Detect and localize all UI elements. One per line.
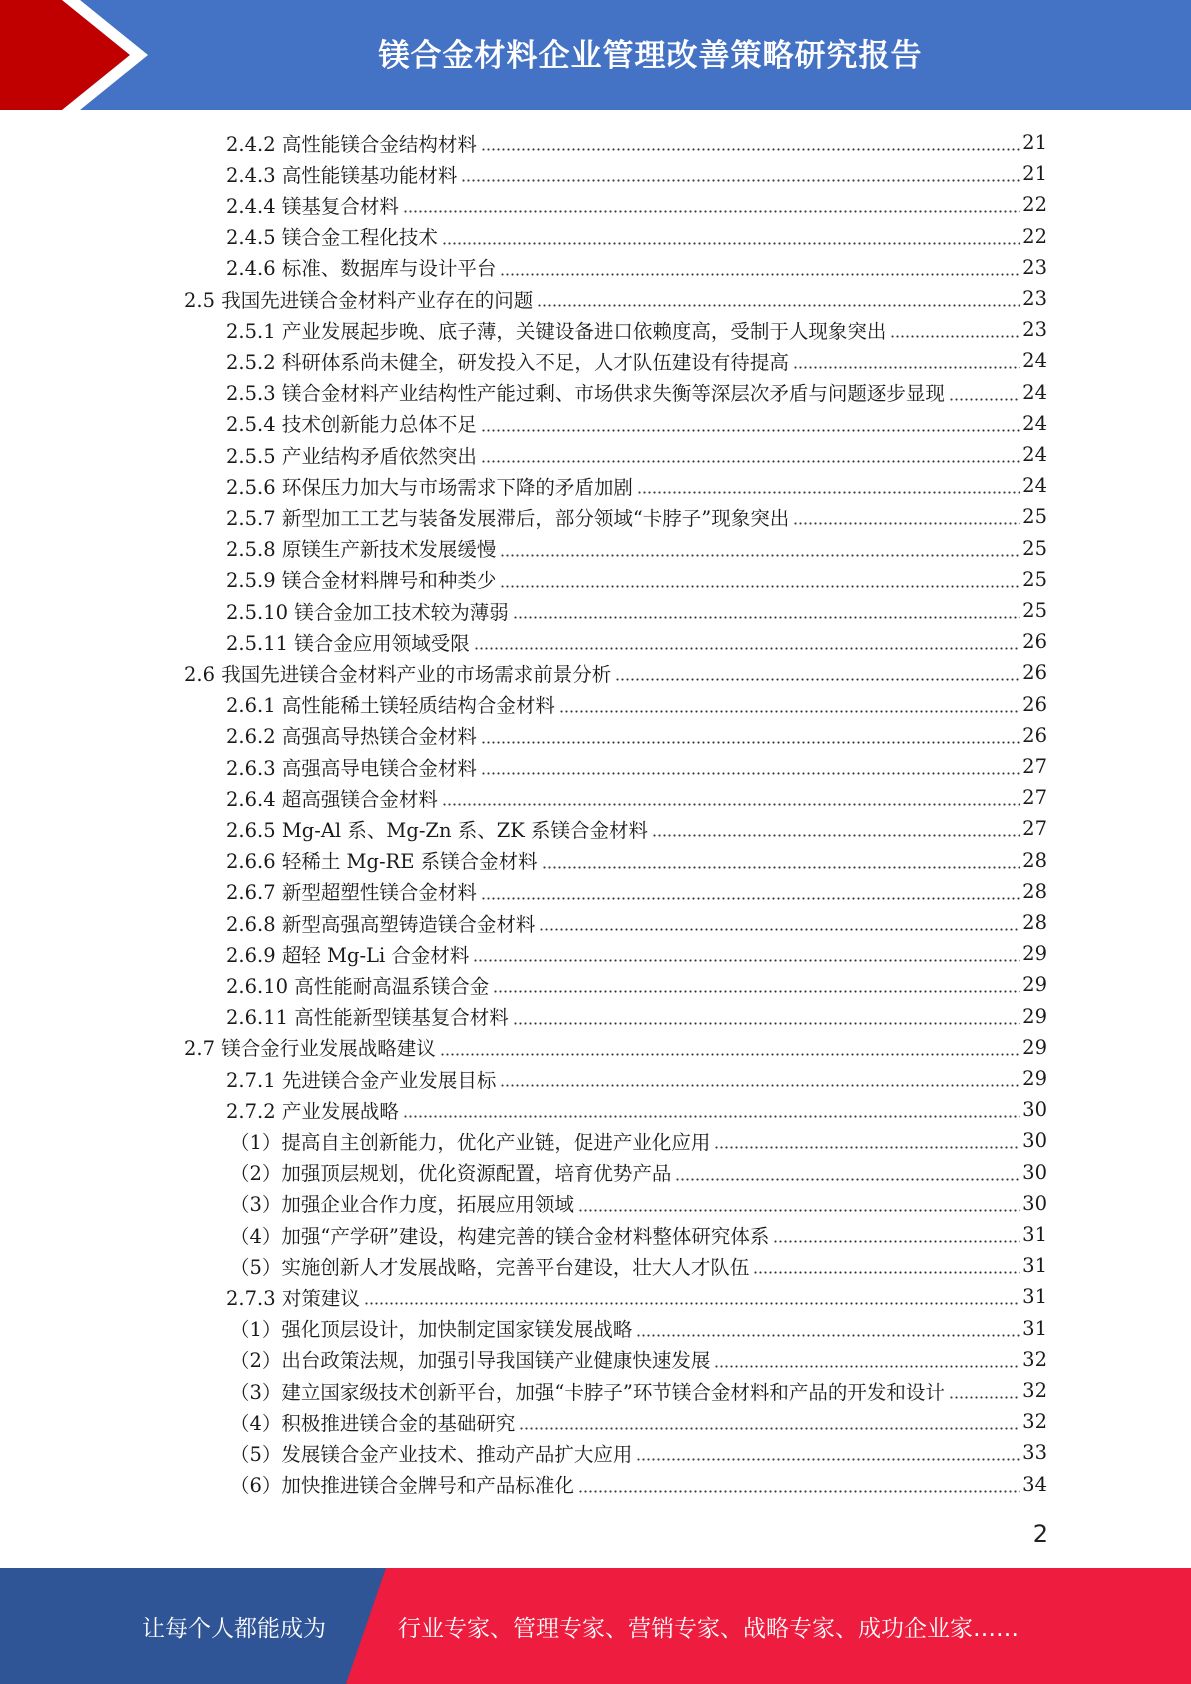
toc-entry[interactable] (230, 1188, 1047, 1219)
toc-dot-leader (949, 1396, 1020, 1399)
toc-entry-page: 29 (1022, 973, 1047, 997)
toc-dot-leader (500, 554, 1020, 557)
toc-entry-page: 23 (1022, 287, 1047, 310)
toc-entry-page: 30 (1022, 1191, 1047, 1215)
toc-dot-leader (500, 273, 1020, 276)
toc-entry[interactable] (230, 1219, 1047, 1250)
toc-entry-page: 29 (1022, 1004, 1047, 1028)
toc-entry-label: 2.4.2 高性能镁合金结构材料 (226, 132, 477, 156)
toc-entry-label: 2.5.4 技术创新能力总体不足 (226, 413, 477, 437)
toc-dot-leader (481, 429, 1020, 432)
toc-entry-page: 21 (1022, 131, 1047, 154)
toc-entry-page: 26 (1022, 661, 1047, 685)
toc-entry[interactable] (230, 1375, 1047, 1406)
toc-entry-label: 2.6.11 高性能新型镁基复合材料 (226, 1006, 509, 1030)
toc-dot-leader (652, 834, 1020, 837)
toc-dot-leader (442, 803, 1020, 806)
footer-slogan-left: 让每个人都能成为 (142, 1615, 326, 1642)
toc-entry[interactable] (226, 1094, 1047, 1125)
toc-entry-label: 2.5.1 产业发展起步晚、底子薄，关键设备进口依赖度高，受制于人现象突出 (226, 319, 887, 343)
toc-entry-page: 25 (1022, 505, 1047, 529)
toc-entry-label: 2.5.11 镁合金应用领域受限 (226, 631, 470, 655)
toc-entry-page: 26 (1022, 723, 1047, 747)
toc-entry-page: 30 (1022, 1098, 1047, 1122)
toc-entry-label: （3）建立国家级技术创新平台，加强“卡脖子”环节镁合金材料和产品的开发和设计 (230, 1380, 945, 1404)
toc-entry[interactable] (184, 657, 1047, 688)
toc-dot-leader (890, 335, 1020, 338)
toc-dot-leader (773, 1240, 1020, 1243)
toc-entry[interactable] (226, 501, 1047, 532)
toc-entry-page: 22 (1022, 193, 1047, 217)
toc-entry[interactable] (226, 689, 1047, 720)
toc-entry-page: 33 (1022, 1441, 1047, 1465)
toc-entry-page: 27 (1022, 786, 1047, 810)
toc-entry-label: 2.6.5 Mg-Al 系、Mg-Zn 系、ZK 系镁合金材料 (226, 818, 649, 842)
toc-entry[interactable] (226, 876, 1047, 907)
toc-entry-page: 34 (1022, 1472, 1047, 1496)
toc-entry[interactable] (226, 907, 1047, 938)
toc-entry[interactable] (226, 158, 1047, 189)
toc-dot-leader (949, 398, 1020, 401)
toc-dot-leader (493, 990, 1020, 993)
toc-entry-label: （3）加强企业合作力度，拓展应用领域 (230, 1193, 574, 1217)
toc-entry-label: 2.6.1 高性能稀土镁轻质结构合金材料 (226, 694, 555, 718)
toc-entry-page: 26 (1022, 630, 1047, 654)
toc-entry[interactable] (226, 595, 1047, 626)
toc-entry-label: （4）积极推进镁合金的基础研究 (230, 1411, 516, 1435)
toc-entry-label: 2.7.3 对策建议 (226, 1286, 360, 1310)
toc-entry-page: 26 (1022, 692, 1047, 716)
toc-entry-label: （6）加快推进镁合金牌号和产品标准化 (230, 1474, 574, 1498)
toc-dot-leader (578, 1490, 1020, 1493)
toc-entry[interactable] (226, 564, 1047, 595)
toc-entry-page: 25 (1022, 536, 1047, 560)
toc-entry[interactable] (226, 845, 1047, 876)
toc-dot-leader (537, 304, 1020, 307)
toc-entry-label: 2.6.6 轻稀土 Mg-RE 系镁合金材料 (226, 850, 538, 874)
toc-entry[interactable] (226, 969, 1047, 1000)
toc-entry-page: 32 (1022, 1379, 1047, 1402)
page-number: 2 (1032, 1520, 1048, 1548)
toc-dot-leader (637, 491, 1020, 494)
toc-entry[interactable] (226, 345, 1047, 376)
toc-entry-page: 27 (1022, 755, 1047, 778)
toc-dot-leader (440, 1053, 1020, 1056)
toc-entry-page: 27 (1022, 817, 1047, 841)
toc-entry-label: 2.6.3 高强高导电镁合金材料 (226, 756, 477, 780)
toc-entry[interactable] (230, 1469, 1047, 1500)
toc-entry-label: 2.6.8 新型高强高塑铸造镁合金材料 (226, 912, 536, 936)
toc-dot-leader (539, 928, 1020, 931)
toc-dot-leader (403, 210, 1020, 213)
toc-entry[interactable] (226, 252, 1047, 283)
toc-entry[interactable] (226, 533, 1047, 564)
toc-entry-page: 28 (1022, 879, 1047, 903)
toc-entry[interactable] (230, 1313, 1047, 1344)
toc-entry-label: 2.5 我国先进镁合金材料产业存在的问题 (184, 288, 534, 312)
toc-dot-leader (500, 585, 1020, 588)
toc-dot-leader (559, 710, 1020, 713)
toc-entry-label: 2.4.5 镁合金工程化技术 (226, 226, 438, 250)
toc-entry-page: 29 (1022, 1067, 1047, 1090)
toc-entry[interactable] (226, 782, 1047, 813)
toc-entry-page: 25 (1022, 599, 1047, 622)
toc-entry-label: （5）发展镁合金产业技术、推动产品扩大应用 (230, 1442, 633, 1466)
toc-dot-leader (481, 741, 1020, 744)
toc-entry-page: 28 (1022, 911, 1047, 934)
toc-entry-label: 2.7 镁合金行业发展战略建议 (184, 1037, 436, 1061)
toc-entry[interactable] (230, 1344, 1047, 1375)
document-title: 镁合金材料企业管理改善策略研究报告 (378, 37, 923, 74)
toc-dot-leader (714, 1365, 1020, 1368)
toc-entry-label: 2.4.3 高性能镁基功能材料 (226, 163, 458, 187)
toc-entry[interactable] (226, 377, 1047, 408)
toc-dot-leader (636, 1334, 1020, 1337)
toc-entry[interactable] (226, 813, 1047, 844)
toc-entry-label: （1）提高自主创新能力，优化产业链，促进产业化应用 (230, 1130, 711, 1154)
toc-entry[interactable] (230, 1125, 1047, 1156)
toc-entry[interactable] (226, 221, 1047, 252)
toc-entry[interactable] (230, 1437, 1047, 1468)
toc-entry-label: 2.6.9 超轻 Mg-Li 合金材料 (226, 943, 470, 967)
toc-dot-leader (542, 866, 1021, 869)
toc-dot-leader (364, 1302, 1020, 1305)
toc-entry-label: 2.6.4 超高强镁合金材料 (226, 787, 438, 811)
toc-entry-page: 24 (1022, 443, 1047, 466)
toc-dot-leader (473, 959, 1020, 962)
toc-entry[interactable] (226, 314, 1047, 345)
toc-entry-label: 2.5.9 镁合金材料牌号和种类少 (226, 569, 497, 593)
toc-entry-page: 32 (1022, 1410, 1047, 1434)
toc-entry[interactable] (226, 938, 1047, 969)
toc-dot-leader (636, 1458, 1020, 1461)
toc-dot-leader (753, 1271, 1020, 1274)
toc-dot-leader (481, 897, 1020, 900)
toc-entry[interactable] (226, 408, 1047, 439)
toc-entry-label: 2.4.4 镁基复合材料 (226, 194, 399, 218)
toc-dot-leader (474, 647, 1020, 650)
toc-dot-leader (442, 242, 1020, 245)
toc-dot-leader (513, 1022, 1020, 1025)
toc-entry-label: 2.5.2 科研体系尚未健全，研发投入不足，人才队伍建设有待提高 (226, 350, 789, 374)
toc-entry-page: 25 (1022, 567, 1047, 591)
toc-dot-leader (793, 366, 1020, 369)
toc-entry-label: 2.6 我国先进镁合金材料产业的市场需求前景分析 (184, 662, 612, 686)
toc-entry-label: （1）强化顶层设计，加快制定国家镁发展战略 (230, 1318, 633, 1342)
toc-entry[interactable] (226, 751, 1047, 782)
toc-entry-label: 2.5.8 原镁生产新技术发展缓慢 (226, 538, 497, 562)
toc-entry[interactable] (226, 127, 1047, 158)
toc-dot-leader (481, 148, 1020, 151)
toc-entry[interactable] (230, 1406, 1047, 1437)
page-footer (0, 1568, 1191, 1684)
toc-entry-page: 30 (1022, 1160, 1047, 1184)
footer-slogan-right: 行业专家、管理专家、营销专家、战略专家、成功企业家…… (398, 1615, 1019, 1642)
toc-entry-page: 30 (1022, 1129, 1047, 1153)
toc-entry[interactable] (226, 626, 1047, 657)
toc-entry[interactable] (226, 1001, 1047, 1032)
toc-entry[interactable] (226, 439, 1047, 470)
toc-entry-label: （2）出台政策法规，加强引导我国镁产业健康快速发展 (230, 1349, 711, 1373)
toc-entry-label: 2.7.2 产业发展战略 (226, 1099, 399, 1123)
toc-dot-leader (615, 678, 1020, 681)
toc-entry-page: 24 (1022, 474, 1047, 498)
toc-entry-page: 31 (1022, 1254, 1047, 1278)
toc-entry-label: 2.7.1 先进镁合金产业发展目标 (226, 1068, 497, 1092)
toc-entry[interactable] (230, 1157, 1047, 1188)
toc-dot-leader (461, 179, 1020, 182)
toc-entry-label: （5）实施创新人才发展战略，完善平台建设，壮大人才队伍 (230, 1255, 750, 1279)
toc-entry[interactable] (230, 1250, 1047, 1281)
toc-entry[interactable] (226, 470, 1047, 501)
toc-entry-label: 2.5.10 镁合金加工技术较为薄弱 (226, 600, 509, 624)
toc-entry-label: 2.5.5 产业结构矛盾依然突出 (226, 444, 477, 468)
toc-dot-leader (578, 1209, 1020, 1212)
toc-entry[interactable] (226, 189, 1047, 220)
toc-entry-page: 22 (1022, 224, 1047, 248)
toc-entry-page: 23 (1022, 318, 1047, 342)
toc-entry-page: 31 (1022, 1316, 1047, 1340)
toc-entry-page: 24 (1022, 411, 1047, 435)
toc-dot-leader (481, 460, 1020, 463)
toc-entry-page: 28 (1022, 848, 1047, 872)
toc-entry-label: 2.5.6 环保压力加大与市场需求下降的矛盾加剧 (226, 475, 633, 499)
toc-entry-page: 31 (1022, 1223, 1047, 1246)
toc-entry[interactable] (226, 1063, 1047, 1094)
toc-entry-page: 23 (1022, 255, 1047, 279)
toc-entry-page: 24 (1022, 380, 1047, 404)
toc-entry-page: 32 (1022, 1347, 1047, 1371)
toc-entry[interactable] (226, 1281, 1047, 1312)
toc-entry-label: 2.6.10 高性能耐高温系镁合金 (226, 974, 490, 998)
toc-dot-leader (500, 1084, 1020, 1087)
toc-dot-leader (714, 1146, 1020, 1149)
toc-entry-label: 2.5.7 新型加工工艺与装备发展滞后，部分领域“卡脖子”现象突出 (226, 506, 790, 530)
toc-entry-page: 21 (1022, 162, 1047, 186)
page-header (0, 0, 1191, 110)
toc-dot-leader (481, 772, 1020, 775)
toc-dot-leader (675, 1178, 1020, 1181)
header-corner-chevron-icon (0, 0, 160, 110)
toc-entry-label: 2.5.3 镁合金材料产业结构性产能过剩、市场供求失衡等深层次矛盾与问题逐步显现 (226, 382, 945, 406)
toc-dot-leader (793, 522, 1020, 525)
toc-entry-label: 2.6.2 高强高导热镁合金材料 (226, 725, 477, 749)
toc-dot-leader (519, 1427, 1020, 1430)
toc-dot-leader (513, 616, 1020, 619)
toc-entry-page: 29 (1022, 942, 1047, 966)
toc-entry-page: 29 (1022, 1035, 1047, 1059)
toc-entry-label: （4）加强“产学研”建设，构建完善的镁合金材料整体研究体系 (230, 1224, 770, 1248)
toc-entry[interactable] (184, 1032, 1047, 1063)
toc-entry-page: 31 (1022, 1285, 1047, 1309)
toc-dot-leader (403, 1115, 1020, 1118)
toc-entry-label: 2.4.6 标准、数据库与设计平台 (226, 257, 497, 281)
toc-entry-page: 24 (1022, 349, 1047, 373)
toc-entry[interactable] (226, 720, 1047, 751)
toc-entry[interactable] (184, 283, 1047, 314)
toc-entry-label: 2.6.7 新型超塑性镁合金材料 (226, 881, 477, 905)
toc-entry-label: （2）加强顶层规划，优化资源配置，培育优势产品 (230, 1162, 672, 1186)
